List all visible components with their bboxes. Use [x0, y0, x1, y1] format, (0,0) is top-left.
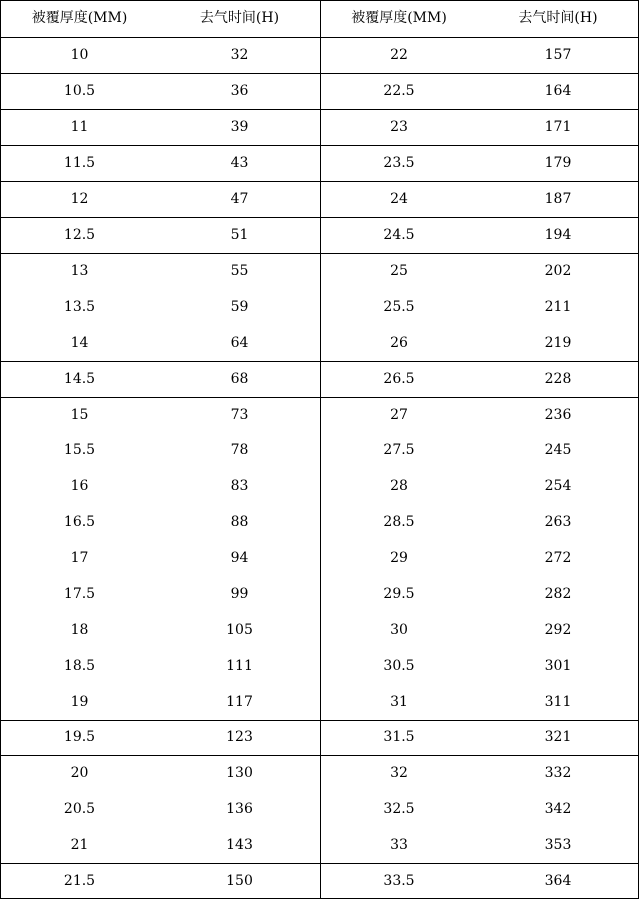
cell-degas-time-right: 292	[544, 622, 572, 638]
cell-thickness-left: 18.5	[63, 658, 96, 674]
cell-thickness-left: 19.5	[63, 729, 96, 745]
cell-degas-time-left: 88	[230, 514, 249, 530]
cell-thickness-right: 33	[390, 837, 408, 853]
cell-thickness-right: 30	[390, 622, 408, 638]
cell-degas-time-left: 130	[226, 765, 253, 781]
cell-degas-time-right: 219	[544, 335, 572, 351]
cell-degas-time-right: 202	[544, 263, 572, 279]
cell-degas-time-right: 321	[544, 729, 572, 745]
cell-degas-time-left: 68	[230, 371, 249, 387]
header-thickness-left: 被覆厚度(MM)	[31, 10, 128, 26]
header-degas-time-left: 去气时间(H)	[199, 10, 280, 26]
cell-degas-time-right: 311	[544, 694, 572, 710]
cell-degas-time-left: 143	[226, 837, 253, 853]
cell-degas-time-left: 105	[226, 622, 253, 638]
cell-thickness-left: 15.5	[63, 442, 96, 458]
cell-degas-time-left: 150	[226, 873, 253, 889]
cell-degas-time-left: 136	[226, 801, 253, 817]
cell-degas-time-right: 342	[544, 801, 572, 817]
cell-degas-time-left: 32	[230, 47, 249, 63]
cell-degas-time-left: 94	[230, 550, 249, 566]
cell-degas-time-right: 245	[544, 442, 572, 458]
cell-degas-time-left: 73	[230, 407, 249, 423]
cell-degas-time-left: 64	[230, 335, 249, 351]
cell-thickness-right: 28	[390, 478, 408, 494]
cell-thickness-left: 17	[70, 550, 89, 566]
cell-thickness-right: 27.5	[383, 442, 415, 458]
cell-degas-time-right: 254	[544, 478, 572, 494]
cell-degas-time-left: 117	[226, 694, 253, 710]
cell-thickness-right: 22.5	[383, 83, 415, 99]
cell-degas-time-right: 272	[544, 550, 572, 566]
header-thickness-right: 被覆厚度(MM)	[351, 10, 447, 26]
cell-thickness-left: 20.5	[63, 801, 96, 817]
cell-thickness-left: 16.5	[63, 514, 96, 530]
cell-degas-time-right: 157	[544, 47, 572, 63]
cell-thickness-right: 29.5	[383, 586, 415, 602]
cell-thickness-right: 28.5	[383, 514, 415, 530]
cell-thickness-left: 15	[70, 407, 89, 423]
cell-degas-time-left: 99	[230, 586, 249, 602]
cell-thickness-left: 12.5	[63, 227, 96, 243]
cell-thickness-left: 18	[70, 622, 89, 638]
cell-thickness-right: 30.5	[383, 658, 415, 674]
cell-thickness-left: 14	[70, 335, 89, 351]
cell-degas-time-right: 332	[544, 765, 572, 781]
cell-degas-time-right: 263	[544, 514, 572, 530]
cell-degas-time-right: 228	[544, 371, 572, 387]
cell-thickness-left: 14.5	[63, 371, 96, 387]
cell-thickness-right: 33.5	[383, 873, 415, 889]
cell-degas-time-right: 171	[544, 119, 572, 135]
cell-thickness-left: 20	[70, 765, 89, 781]
cell-thickness-right: 26.5	[383, 371, 415, 387]
cell-degas-time-left: 51	[230, 227, 249, 243]
cell-thickness-right: 23.5	[383, 155, 415, 171]
cell-thickness-left: 19	[70, 694, 89, 710]
cell-thickness-left: 11.5	[63, 155, 96, 171]
cell-degas-time-right: 179	[544, 155, 572, 171]
cell-degas-time-right: 236	[544, 407, 572, 423]
cell-thickness-left: 12	[70, 191, 89, 207]
cell-thickness-left: 17.5	[63, 586, 96, 602]
cell-thickness-left: 10	[70, 47, 89, 63]
cell-degas-time-left: 36	[230, 83, 249, 99]
cell-degas-time-left: 43	[230, 155, 249, 171]
cell-degas-time-left: 78	[230, 442, 249, 458]
cell-degas-time-left: 111	[226, 658, 253, 674]
cell-degas-time-left: 83	[230, 478, 249, 494]
cell-thickness-left: 21.5	[63, 873, 96, 889]
cell-degas-time-right: 164	[544, 83, 572, 99]
cell-thickness-right: 32	[390, 765, 408, 781]
header-degas-time-right: 去气时间(H)	[518, 10, 598, 26]
cell-degas-time-right: 353	[544, 837, 572, 853]
cell-thickness-right: 31	[390, 694, 408, 710]
cell-thickness-right: 29	[390, 550, 408, 566]
cell-thickness-left: 11	[70, 119, 89, 135]
cell-degas-time-right: 301	[544, 658, 572, 674]
cell-thickness-left: 13.5	[63, 299, 96, 315]
cell-thickness-right: 24.5	[383, 227, 415, 243]
cell-degas-time-left: 39	[230, 119, 249, 135]
cell-thickness-right: 22	[390, 47, 408, 63]
cell-thickness-right: 24	[390, 191, 408, 207]
cell-degas-time-right: 211	[544, 299, 572, 315]
cell-thickness-right: 26	[390, 335, 408, 351]
cell-thickness-right: 25	[390, 263, 408, 279]
cell-thickness-left: 10.5	[63, 83, 96, 99]
cell-degas-time-right: 282	[544, 586, 572, 602]
cell-degas-time-right: 364	[544, 873, 572, 889]
cell-degas-time-right: 187	[544, 191, 572, 207]
cell-degas-time-left: 47	[230, 191, 249, 207]
cell-thickness-right: 27	[390, 407, 408, 423]
cell-thickness-right: 23	[390, 119, 408, 135]
cell-thickness-left: 16	[70, 478, 89, 494]
cell-degas-time-left: 59	[230, 299, 249, 315]
cell-thickness-right: 25.5	[383, 299, 415, 315]
cell-thickness-left: 13	[70, 263, 89, 279]
cell-thickness-right: 32.5	[383, 801, 415, 817]
cell-degas-time-left: 123	[226, 729, 253, 745]
cell-thickness-left: 21	[70, 837, 89, 853]
cell-degas-time-left: 55	[230, 263, 249, 279]
cell-thickness-right: 31.5	[383, 729, 415, 745]
cell-degas-time-right: 194	[544, 227, 572, 243]
